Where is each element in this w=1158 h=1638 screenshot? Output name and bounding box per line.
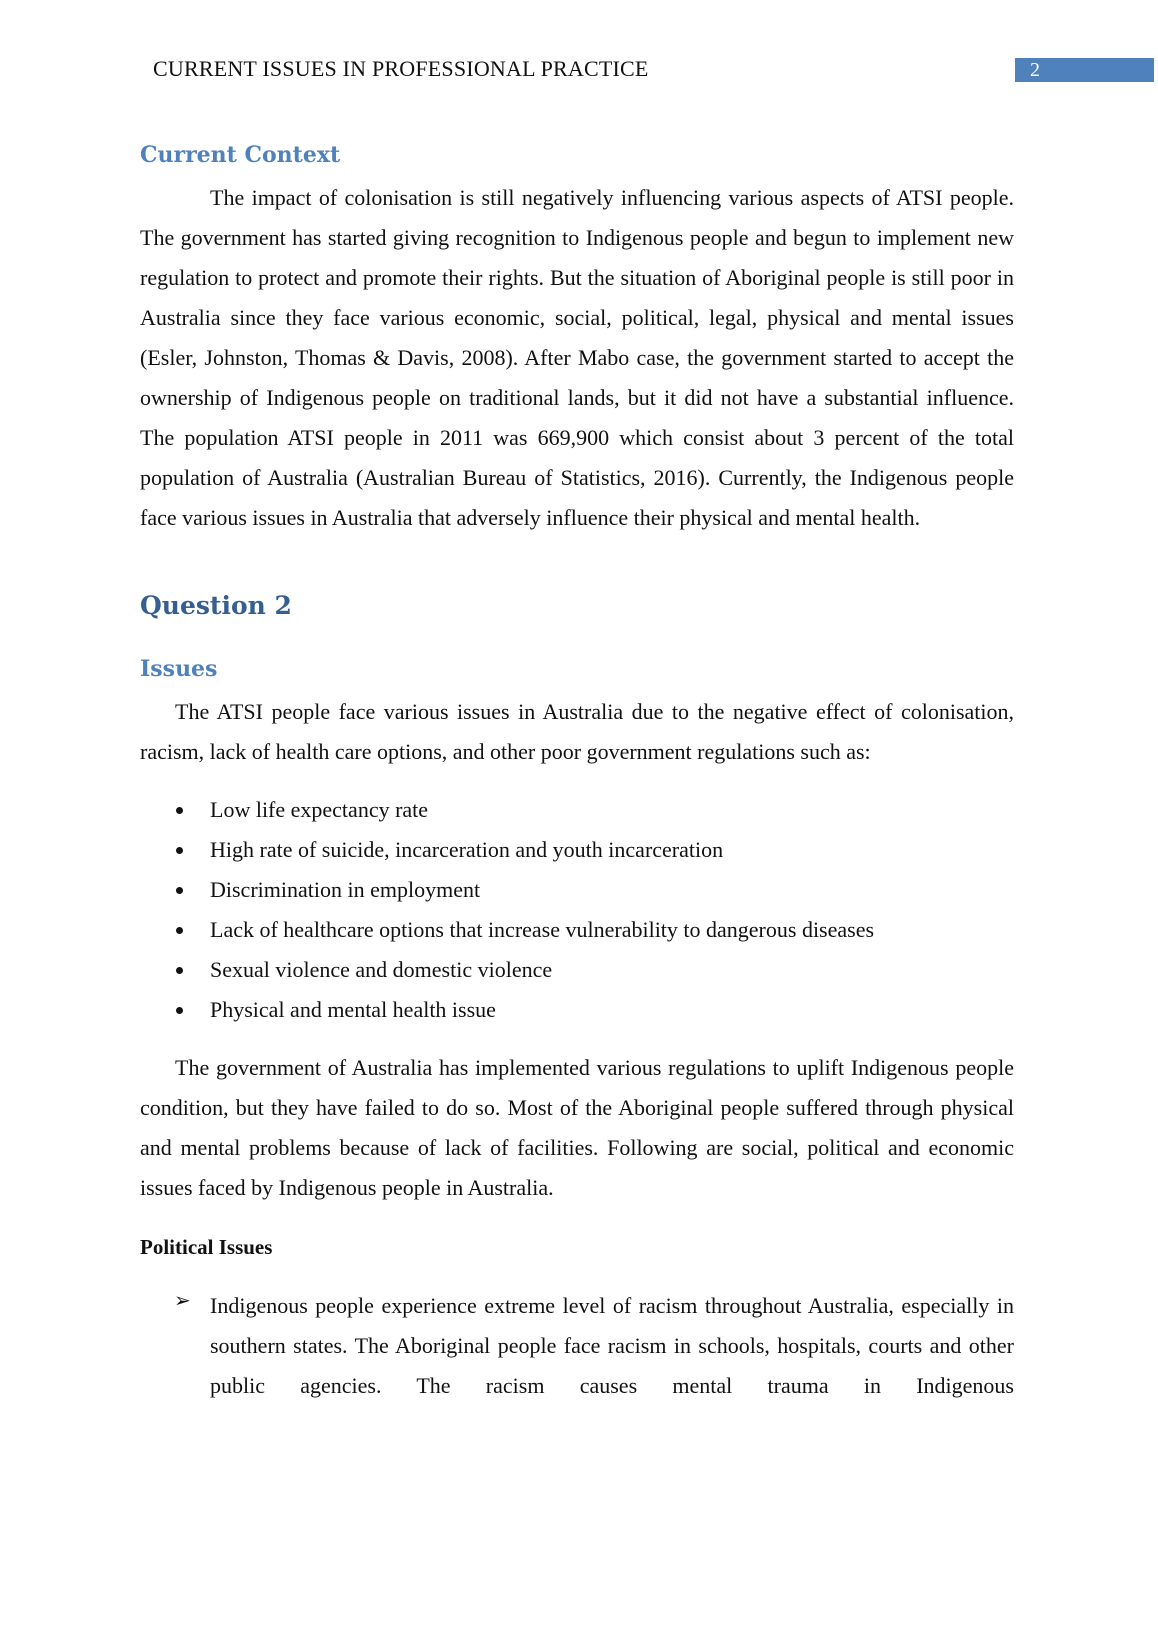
list-item: Sexual violence and domestic violence — [140, 950, 1014, 990]
page-number: 2 — [1015, 58, 1154, 82]
paragraph-current-context: The impact of colonisation is still negatively influencing various aspects of ATSI people. The government has started giving recognition to Indigenous people and begun to implement new regulation to protect and promote their rights. But the situation of Aboriginal people is still poor in Australia since they face various economic, social, political, legal, physical and mental issues (Esler, Johnston, Thomas & Davis, 2008). After Mabo case, the government started to accept the ownership of Indigenous people on traditional lands, but it did not have a substantial influence. The population ATSI people in 2011 was 669,900 which consist about 3 percent of the total population of Australia (Australian Bureau of Statistics, 2016). Currently, the Indigenous people face various issues in Australia that adversely influence their physical and mental health. — [140, 185, 1014, 530]
heading-current-context: Current Context — [140, 142, 341, 168]
bullet-icon — [176, 927, 183, 934]
bullet-icon — [176, 807, 183, 814]
political-issue-text: Indigenous people experience extreme level of racism throughout Australia, especially in southern states. The Aboriginal people face racism in schools, hospitals, courts and other public agencies. The racism causes mental trauma in Indigenous — [210, 1293, 1014, 1398]
paragraph-issues-intro: The ATSI people face various issues in Australia due to the negative effect of colonisation, racism, lack of health care options, and other poor government regulations such as: — [140, 699, 1014, 764]
document-body — [140, 138, 1014, 1406]
list-item: Discrimination in employment — [140, 870, 1014, 910]
list-item: Low life expectancy rate — [140, 790, 1014, 830]
heading-political-issues: Political Issues — [140, 1235, 273, 1259]
list-item: Lack of healthcare options that increase vulnerability to dangerous diseases — [140, 910, 1014, 950]
bullet-icon — [176, 1007, 183, 1014]
heading-question-2: Question 2 — [140, 591, 292, 620]
political-issue-item — [140, 1286, 1014, 1406]
list-item: High rate of suicide, incarceration and youth incarceration — [140, 830, 1014, 870]
issues-bullet-list — [140, 790, 1014, 1030]
list-item: Physical and mental health issue — [140, 990, 1014, 1030]
bullet-icon — [176, 967, 183, 974]
running-header: CURRENT ISSUES IN PROFESSIONAL PRACTICE — [153, 56, 649, 81]
heading-issues: Issues — [140, 656, 218, 682]
bullet-icon — [176, 847, 183, 854]
bullet-icon — [176, 887, 183, 894]
arrow-bullet-icon: ➢ — [174, 1288, 191, 1312]
paragraph-issues-followup: The government of Australia has implemented various regulations to uplift Indigenous people condition, but they have failed to do so. Most of the Aboriginal people suffered through physical and mental problems because of lack of facilities. Following are social, political and economic issues faced by Indigenous people in Australia. — [140, 1055, 1014, 1200]
